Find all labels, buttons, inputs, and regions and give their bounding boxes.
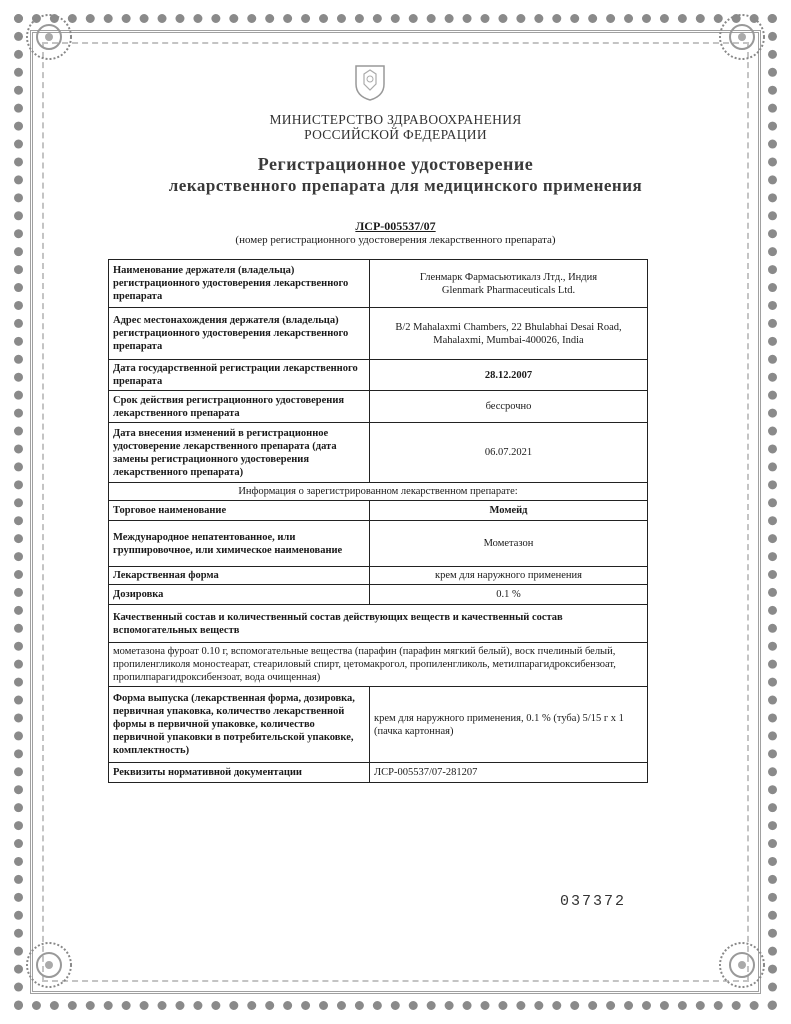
registration-number-caption: (номер регистрационного удостоверения лекарственного препарата): [235, 234, 556, 246]
dosage-value: 0.1 %: [370, 585, 648, 605]
holder-name-en: Glenmark Pharmaceuticals Ltd.: [441, 284, 576, 296]
table-row: [109, 391, 648, 423]
ministry-name-line1: МИНИСТЕРСТВО ЗДРАВООХРАНЕНИЯ: [269, 112, 522, 127]
normative-doc-label: Реквизиты нормативной документации: [109, 763, 370, 783]
inn-label: Международное непатентованное, или группировочное, или химическое наименование: [109, 521, 370, 567]
composition-value: мометазона фуроат 0.10 г, вспомогательные вещества (парафин (парафин мягкий белый), воск пчелиный белый, пропиленгликоля моностеарат, стеариловый спирт, цетомакрогол, пропиленгликоль, метилпарагидроксибензоат, пропилпарагидроксибензоат, вода очищенная): [109, 643, 648, 687]
corner-ornament-icon: [22, 10, 76, 64]
validity-label: Срок действия регистрационного удостоверения лекарственного препарата: [109, 391, 370, 423]
registration-date-label: Дата государственной регистрации лекарственного препарата: [109, 360, 370, 391]
corner-ornament-icon: [715, 938, 769, 992]
release-form-value: крем для наружного применения, 0.1 % (туба) 5/15 г х 1 (пачка картонная): [370, 687, 648, 763]
dosage-form-label: Лекарственная форма: [109, 567, 370, 585]
table-row: [109, 360, 648, 391]
holder-address-label: Адрес местонахождения держателя (владельца) регистрационного удостоверения лекарственного препарата: [109, 308, 370, 360]
change-date-label: Дата внесения изменений в регистрационное удостоверение лекарственного препарата (дата замены регистрационного удостоверения лекарственного препарата): [109, 423, 370, 483]
corner-ornament-icon: [715, 10, 769, 64]
inn-value: Мометазон: [370, 521, 648, 567]
document-title-line1: Регистрационное удостоверение: [257, 154, 534, 174]
normative-doc-value: ЛСР-005537/07-281207: [370, 763, 648, 783]
corner-ornament-icon: [22, 938, 76, 992]
registration-date-value: 28.12.2007: [370, 360, 648, 391]
holder-address-value: B/2 Mahalaxmi Chambers, 22 Bhulabhai Desai Road, Mahalaxmi, Mumbai-400026, India: [370, 308, 648, 360]
table-row: [109, 308, 648, 360]
table-row: [109, 501, 648, 521]
trade-name-label: Торговое наименование: [109, 501, 370, 521]
dosage-label: Дозировка: [109, 585, 370, 605]
drug-section-header: Информация о зарегистрированном лекарственном препарате:: [109, 483, 648, 501]
table-row: [109, 423, 648, 483]
holder-name-ru: Гленмарк Фармасьютикалз Лтд., Индия: [419, 271, 598, 283]
document-title-line2: лекарственного препарата для медицинского применения: [168, 176, 643, 195]
validity-value: бессрочно: [370, 391, 648, 423]
table-row: [109, 585, 648, 605]
table-row: [109, 687, 648, 763]
table-row: [109, 763, 648, 783]
holder-name-value: [370, 260, 648, 308]
registration-table: [108, 259, 648, 783]
ministry-name-line2: РОССИЙСКОЙ ФЕДЕРАЦИИ: [304, 127, 487, 142]
registration-number: ЛСР-005537/07: [355, 219, 436, 233]
dosage-form-value: крем для наружного применения: [370, 567, 648, 585]
composition-header: Качественный состав и количественный состав действующих веществ и качественный состав вспомогательных веществ: [109, 605, 648, 643]
table-row: [109, 260, 648, 308]
change-date-value: 06.07.2021: [370, 423, 648, 483]
holder-name-label: Наименование держателя (владельца) регистрационного удостоверения лекарственного препарата: [109, 260, 370, 308]
table-row: [109, 521, 648, 567]
coat-of-arms-icon: [352, 62, 388, 102]
table-row: [109, 483, 648, 501]
release-form-label: Форма выпуска (лекарственная форма, дозировка, первичная упаковка, количество лекарственной формы в первичной упаковке, количество первичной упаковки в потребительской упаковке, комплектность): [109, 687, 370, 763]
table-row: [109, 605, 648, 643]
table-row: [109, 643, 648, 687]
trade-name-value: Момейд: [370, 501, 648, 521]
form-serial-number: 037372: [560, 893, 627, 910]
table-row: [109, 567, 648, 585]
